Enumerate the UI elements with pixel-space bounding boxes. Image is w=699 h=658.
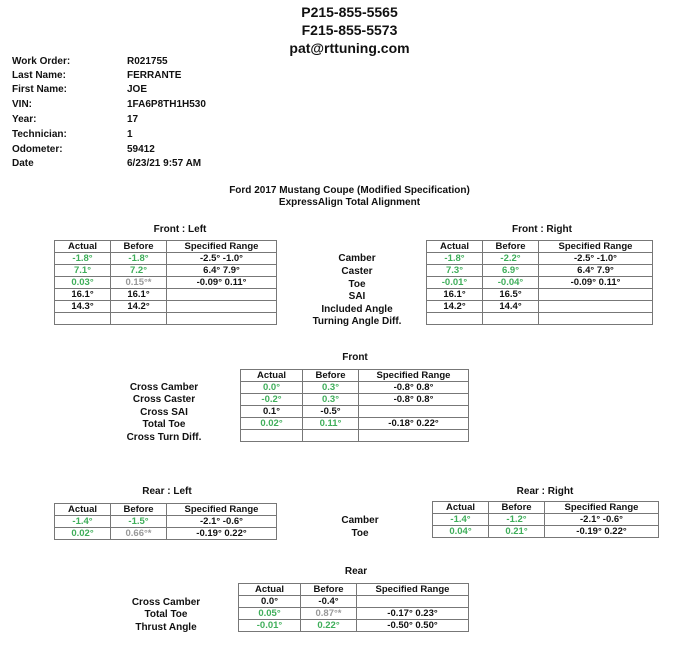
rear-right-title: Rear : Right xyxy=(516,486,574,497)
shop-fax: F215-855-5573 xyxy=(301,22,398,38)
col-before: Before xyxy=(489,502,545,514)
table-row xyxy=(239,608,469,620)
before-cell: 0.3° xyxy=(303,382,359,394)
table-row xyxy=(55,277,277,289)
actual-cell: -1.8° xyxy=(55,253,111,265)
info-label: Year: xyxy=(12,114,37,125)
info-value: 1 xyxy=(127,129,133,140)
report-title: Ford 2017 Mustang Coupe (Modified Specification) xyxy=(229,185,470,196)
table-row xyxy=(241,430,469,442)
actual-cell: 7.1° xyxy=(55,265,111,277)
before-cell: 0.15°* xyxy=(111,277,167,289)
col-before: Before xyxy=(111,241,167,253)
before-cell: 0.11° xyxy=(303,418,359,430)
table-row xyxy=(55,289,277,301)
info-value: 1FA6P8TH1H530 xyxy=(127,99,206,110)
row-label-toe: Toe xyxy=(348,279,366,290)
report-subtitle: ExpressAlign Total Alignment xyxy=(278,197,421,208)
spec-cell: 6.4° 7.9° xyxy=(167,265,277,277)
before-cell: 0.87°* xyxy=(301,608,357,620)
before-cell: 0.3° xyxy=(303,394,359,406)
row-label-cross-camber: Cross Camber xyxy=(131,597,201,608)
table-header-row xyxy=(427,241,653,253)
col-actual: Actual xyxy=(433,502,489,514)
spec-cell xyxy=(359,406,469,418)
row-label-cross-camber: Cross Camber xyxy=(129,382,199,393)
table-row xyxy=(55,516,277,528)
actual-cell: 0.02° xyxy=(55,528,111,540)
spec-cell: -2.5° -1.0° xyxy=(539,253,653,265)
col-before: Before xyxy=(303,370,359,382)
col-spec: Specified Range xyxy=(167,241,277,253)
col-spec: Specified Range xyxy=(359,370,469,382)
actual-cell: 14.3° xyxy=(55,301,111,313)
spec-cell: -0.19° 0.22° xyxy=(167,528,277,540)
row-label-thrust-angle: Thrust Angle xyxy=(135,622,197,633)
table-row xyxy=(55,301,277,313)
table-row xyxy=(241,394,469,406)
info-value: JOE xyxy=(127,84,148,95)
col-actual: Actual xyxy=(239,584,301,596)
spec-cell xyxy=(539,289,653,301)
col-actual: Actual xyxy=(55,504,111,516)
info-value: FERRANTE xyxy=(127,70,182,81)
col-spec: Specified Range xyxy=(167,504,277,516)
row-label-cross-turn-diff: Cross Turn Diff. xyxy=(126,432,202,443)
row-label-total-toe: Total Toe xyxy=(142,419,186,430)
table-header-row xyxy=(55,504,277,516)
table-row xyxy=(239,620,469,632)
shop-email: pat@rttuning.com xyxy=(289,40,410,56)
table-header-row xyxy=(241,370,469,382)
spec-cell: -0.09° 0.11° xyxy=(539,277,653,289)
before-cell: -0.5° xyxy=(303,406,359,418)
actual-cell: 0.02° xyxy=(241,418,303,430)
info-value: 59412 xyxy=(127,144,155,155)
spec-cell xyxy=(167,289,277,301)
before-cell: -1.8° xyxy=(111,253,167,265)
spec-cell: -0.18° 0.22° xyxy=(359,418,469,430)
front-left-title: Front : Left xyxy=(153,224,207,235)
actual-cell: -0.01° xyxy=(239,620,301,632)
before-cell: 0.21° xyxy=(489,526,545,538)
spec-cell: -2.1° -0.6° xyxy=(545,514,659,526)
spec-cell: 6.4° 7.9° xyxy=(539,265,653,277)
col-before: Before xyxy=(301,584,357,596)
rear-cross-table xyxy=(238,583,469,632)
info-label: Work Order: xyxy=(12,56,71,67)
table-header-row xyxy=(55,241,277,253)
rear-right-table xyxy=(432,501,659,538)
table-row xyxy=(433,514,659,526)
actual-cell: 16.1° xyxy=(55,289,111,301)
before-cell: -0.04° xyxy=(483,277,539,289)
actual-cell xyxy=(241,430,303,442)
spec-cell xyxy=(359,430,469,442)
row-label-cross-sai: Cross SAI xyxy=(140,407,188,418)
before-cell: -1.5° xyxy=(111,516,167,528)
info-value: 17 xyxy=(127,114,139,125)
actual-cell xyxy=(427,313,483,325)
actual-cell: -0.2° xyxy=(241,394,303,406)
actual-cell: -1.4° xyxy=(55,516,111,528)
table-row xyxy=(55,265,277,277)
actual-cell: -0.01° xyxy=(427,277,483,289)
before-cell xyxy=(111,313,167,325)
front-right-table xyxy=(426,240,653,325)
actual-cell: -1.8° xyxy=(427,253,483,265)
col-spec: Specified Range xyxy=(545,502,659,514)
table-row xyxy=(427,289,653,301)
spec-cell: -2.1° -0.6° xyxy=(167,516,277,528)
spec-cell: -0.8° 0.8° xyxy=(359,382,469,394)
spec-cell xyxy=(539,313,653,325)
row-label-turning-angle-diff: Turning Angle Diff. xyxy=(312,316,402,327)
row-label-total-toe: Total Toe xyxy=(144,609,188,620)
before-cell: 7.2° xyxy=(111,265,167,277)
before-cell: -2.2° xyxy=(483,253,539,265)
front-right-title: Front : Right xyxy=(512,224,572,235)
actual-cell: 0.03° xyxy=(55,277,111,289)
spec-cell xyxy=(539,301,653,313)
before-cell: 0.66°* xyxy=(111,528,167,540)
before-cell: -0.4° xyxy=(301,596,357,608)
row-label-camber: Camber xyxy=(338,253,376,264)
info-label: First Name: xyxy=(12,84,68,95)
actual-cell xyxy=(55,313,111,325)
table-row xyxy=(427,265,653,277)
col-actual: Actual xyxy=(427,241,483,253)
before-cell: -1.2° xyxy=(489,514,545,526)
before-cell xyxy=(303,430,359,442)
rear-left-title: Rear : Left xyxy=(142,486,192,497)
spec-cell: -0.8° 0.8° xyxy=(359,394,469,406)
actual-cell: -1.4° xyxy=(433,514,489,526)
table-row xyxy=(427,313,653,325)
table-row xyxy=(241,406,469,418)
before-cell: 16.5° xyxy=(483,289,539,301)
col-actual: Actual xyxy=(55,241,111,253)
spec-cell: -2.5° -1.0° xyxy=(167,253,277,265)
rear-left-table xyxy=(54,503,277,540)
table-row xyxy=(55,313,277,325)
shop-phone: P215-855-5565 xyxy=(301,4,398,20)
front-left-table xyxy=(54,240,277,325)
col-before: Before xyxy=(111,504,167,516)
actual-cell: 0.1° xyxy=(241,406,303,418)
table-row xyxy=(239,596,469,608)
table-header-row xyxy=(239,584,469,596)
table-row xyxy=(55,253,277,265)
row-label-sai: SAI xyxy=(348,291,366,302)
spec-cell xyxy=(357,596,469,608)
actual-cell: 0.0° xyxy=(239,596,301,608)
spec-cell: -0.50° 0.50° xyxy=(357,620,469,632)
before-cell xyxy=(483,313,539,325)
table-row xyxy=(433,526,659,538)
spec-cell xyxy=(167,313,277,325)
col-before: Before xyxy=(483,241,539,253)
spec-cell: -0.17° 0.23° xyxy=(357,608,469,620)
rear-cross-title: Rear xyxy=(344,566,368,577)
table-header-row xyxy=(433,502,659,514)
row-label-cross-caster: Cross Caster xyxy=(132,394,196,405)
info-value: 6/23/21 9:57 AM xyxy=(127,158,202,169)
actual-cell: 0.04° xyxy=(433,526,489,538)
info-label: Last Name: xyxy=(12,70,66,81)
info-label: VIN: xyxy=(12,99,32,110)
col-actual: Actual xyxy=(241,370,303,382)
actual-cell: 0.05° xyxy=(239,608,301,620)
info-label: Technician: xyxy=(12,129,67,140)
row-label-camber: Camber xyxy=(341,515,379,526)
front-cross-title: Front xyxy=(342,352,368,363)
row-label-toe: Toe xyxy=(351,528,369,539)
actual-cell: 16.1° xyxy=(427,289,483,301)
table-row xyxy=(427,301,653,313)
before-cell: 14.4° xyxy=(483,301,539,313)
info-label: Odometer: xyxy=(12,144,63,155)
front-cross-table xyxy=(240,369,469,442)
spec-cell: -0.09° 0.11° xyxy=(167,277,277,289)
before-cell: 16.1° xyxy=(111,289,167,301)
info-label: Date xyxy=(12,158,34,169)
actual-cell: 0.0° xyxy=(241,382,303,394)
before-cell: 14.2° xyxy=(111,301,167,313)
row-label-included-angle: Included Angle xyxy=(321,304,393,315)
table-row xyxy=(427,277,653,289)
spec-cell: -0.19° 0.22° xyxy=(545,526,659,538)
actual-cell: 14.2° xyxy=(427,301,483,313)
col-spec: Specified Range xyxy=(357,584,469,596)
table-row xyxy=(241,418,469,430)
row-label-caster: Caster xyxy=(341,266,373,277)
before-cell: 0.22° xyxy=(301,620,357,632)
table-row xyxy=(55,528,277,540)
table-row xyxy=(241,382,469,394)
table-row xyxy=(427,253,653,265)
col-spec: Specified Range xyxy=(539,241,653,253)
info-value: R021755 xyxy=(127,56,168,67)
before-cell: 6.9° xyxy=(483,265,539,277)
actual-cell: 7.3° xyxy=(427,265,483,277)
spec-cell xyxy=(167,301,277,313)
